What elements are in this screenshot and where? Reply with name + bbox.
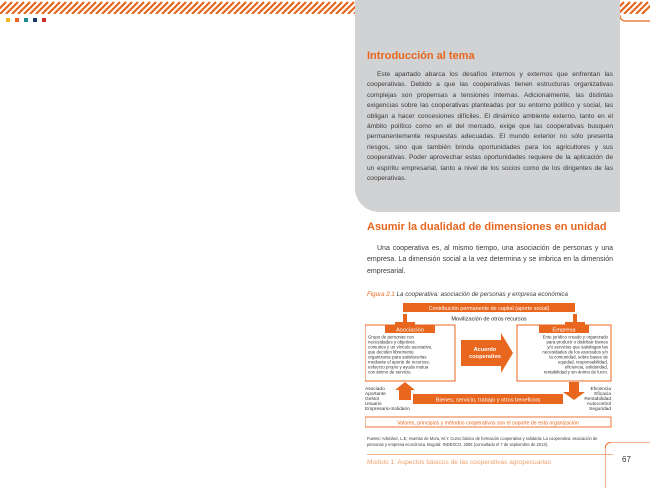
asociacion-line: comunes y un vínculo asociativo, <box>368 344 433 350</box>
intro-section <box>367 50 613 184</box>
role-label: Empresario-Solidario <box>365 407 410 412</box>
quality-label: Seguridad <box>589 407 611 412</box>
empresa-line: y/o servicios que satisfagan las <box>547 344 608 350</box>
figure-caption-text: La cooperativa: asociación de personas y empresa económica <box>396 291 568 298</box>
empresa-line: rentabilidad y sin ánimo de lucro. <box>543 369 608 375</box>
role-label: Asociado <box>365 387 385 392</box>
asociacion-line: mediante el aporte de recursos, <box>368 359 430 365</box>
figure-number: Figura 2.1 <box>367 291 395 298</box>
asociacion-line: con ánimo de servicio. <box>368 369 412 375</box>
empresa-line: para producir o distribuir bienes <box>546 339 608 345</box>
asociacion-line: organizarse para satisfacerlas <box>368 354 427 360</box>
asociacion-line: que deciden libremente <box>368 349 414 355</box>
role-label: Gestor <box>365 397 380 402</box>
color-dots <box>6 18 46 22</box>
empresa-title: Empresa <box>552 327 576 334</box>
acuerdo-label-1: Acuerdo <box>473 347 497 353</box>
empresa-line: eficiencia, solidaridad, <box>564 364 608 370</box>
quality-label: Eficacia <box>594 392 611 397</box>
teal-dot <box>24 18 28 22</box>
asociacion-line: Grupo de personas con <box>368 334 414 340</box>
acuerdo-arrow <box>461 333 513 373</box>
left-up-arrow <box>395 382 415 400</box>
panel-corner-mark <box>620 12 650 30</box>
role-label: Usuario <box>365 402 382 407</box>
asociacion-line: necesidades y objetivos <box>368 339 415 345</box>
right-roles <box>584 386 611 412</box>
red-dot <box>42 18 46 22</box>
page-number: 67 <box>622 455 631 464</box>
quality-label: Autocontrol <box>586 402 611 407</box>
right-down-connector <box>565 314 585 326</box>
section-text: Una cooperativa es, al mismo tiempo, una asociación de personas y una empresa. La dimensión social a la vez determina y se imbrica en la dimensión empresarial. <box>367 245 613 275</box>
figure-caption <box>367 291 568 298</box>
empresa-line: Ente jurídico creado y organizado <box>542 334 608 340</box>
quality-label: Rentabilidad <box>584 397 611 402</box>
orange-dot <box>15 18 19 22</box>
intro-title: Introducción al tema <box>367 50 475 62</box>
yellow-dot <box>6 18 10 22</box>
cooperative-diagram <box>365 300 615 432</box>
quality-label: Eficiencia <box>590 387 611 392</box>
empresa-line: equidad, responsabilidad, <box>557 359 608 365</box>
left-down-connector <box>395 314 415 326</box>
empresa-line: necesidades de los asociados y/o <box>542 349 608 355</box>
page-corner-mark <box>605 442 650 493</box>
figure-source: Fuente: Arbeláez, L.E; Huertas de Mora, M.Y. Curso básico de formación cooperativa y solidaria: La cooperativa: asociación de personas y empresa económica. Bogotá: INDESCO, 2006 (consultado el 7 de septiembre de 2013). <box>367 436 598 447</box>
navy-dot <box>33 18 37 22</box>
right-down-arrow <box>563 382 585 400</box>
role-label: Aportante <box>365 392 386 397</box>
footer-module: Modulo 1: Aspectos básicos de las cooperativas agropecuarias <box>367 459 552 466</box>
asociacion-title: Asociación <box>395 327 425 334</box>
footer-divider <box>367 454 613 455</box>
duality-section <box>367 221 613 277</box>
intro-text: Este apartado abarca los desafíos internos y externos que enfrentan las cooperativas. Debido a que las cooperativas tienen estructuras organizativas complejas son propensas a tensiones internas. Adicionalmente, las distintas exigencias sobre las cooperativas planteadas por su entorno político y social, las obligan a hacer concesiones difíciles. El dinámico ambiente externo, tanto en el ámbito político como en el del mercado, exige que las cooperativas busquen permanentemente respuestas adecuadas. El mundo exterior no sólo presenta riesgos, sino que también brinda oportunidades para los agricultores y sus cooperativas. Poder aprovechar estas oportunidades requiere de la aplicación de un espíritu empresarial, tanto a nivel de los socios como de los dirigentes de las cooperativas. <box>367 71 613 183</box>
empresa-line: la comunidad, sobre bases de <box>549 354 608 360</box>
capital-bar-label: Contribución permanente de capital (aporte social) <box>428 306 550 312</box>
benefits-bar-label: Bienes, servicio, trabajo y otros beneficios <box>435 397 541 404</box>
section-title: Asumir la dualidad de dimensiones en unidad <box>367 221 607 233</box>
values-bar-label: Valores, principios y métodos cooperativos son el soporte de esta organización <box>397 420 579 427</box>
mobilization-label: Movilización de otros recursos <box>451 316 527 323</box>
asociacion-line: esfuerzo propio y ayuda mutua <box>368 364 429 370</box>
acuerdo-label-2: cooperativo <box>469 354 501 360</box>
